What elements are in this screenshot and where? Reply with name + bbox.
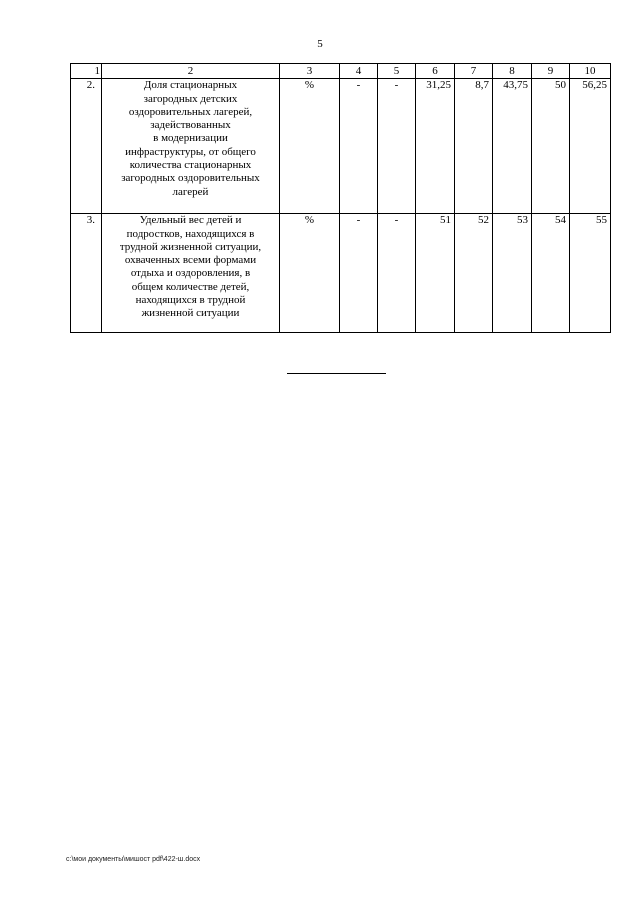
header-cell: 9 bbox=[532, 64, 570, 79]
table-row bbox=[71, 214, 611, 333]
description-line: количества стационарных bbox=[129, 159, 252, 172]
description-line: загородных детских bbox=[143, 92, 238, 105]
unit-cell: % bbox=[280, 214, 340, 333]
value-cell: 56,25 bbox=[570, 79, 611, 214]
table-header-row bbox=[71, 64, 611, 79]
row-number: 3. bbox=[71, 214, 102, 333]
file-path-footer: c:\мои документы\мишост pdf\422-ш.docx bbox=[66, 856, 201, 863]
description-line: в модернизации bbox=[153, 132, 228, 145]
indicators-table bbox=[70, 63, 611, 333]
value-cell: - bbox=[378, 79, 416, 214]
description-line: охваченных всеми формами bbox=[124, 254, 257, 267]
value-cell: 55 bbox=[570, 214, 611, 333]
value-cell: 8,7 bbox=[455, 79, 493, 214]
header-cell: 2 bbox=[102, 64, 280, 79]
end-of-document-divider bbox=[287, 373, 386, 374]
description-line: находящихся в трудной bbox=[135, 294, 246, 307]
unit-cell: % bbox=[280, 79, 340, 214]
description-line: жизненной ситуации bbox=[141, 307, 240, 320]
description-line: Доля стационарных bbox=[143, 79, 238, 92]
description-line: лагерей bbox=[172, 185, 209, 198]
page-number: 5 bbox=[317, 38, 323, 50]
header-cell: 4 bbox=[340, 64, 378, 79]
description-line: задействованных bbox=[150, 119, 231, 132]
header-cell: 3 bbox=[280, 64, 340, 79]
row-number: 2. bbox=[71, 79, 102, 214]
value-cell: 50 bbox=[532, 79, 570, 214]
header-cell: 10 bbox=[570, 64, 611, 79]
table-row bbox=[71, 79, 611, 214]
value-cell: 43,75 bbox=[493, 79, 532, 214]
header-cell: 1 bbox=[71, 64, 102, 79]
value-cell: - bbox=[378, 214, 416, 333]
value-cell: 31,25 bbox=[416, 79, 455, 214]
header-cell: 5 bbox=[378, 64, 416, 79]
value-cell: - bbox=[340, 214, 378, 333]
header-cell: 7 bbox=[455, 64, 493, 79]
value-cell: 54 bbox=[532, 214, 570, 333]
description-line: подростков, находящихся в bbox=[126, 227, 255, 240]
value-cell: 52 bbox=[455, 214, 493, 333]
header-cell: 6 bbox=[416, 64, 455, 79]
description-line: загородных оздоровительных bbox=[121, 172, 260, 185]
description-line: инфраструктуры, от общего bbox=[125, 145, 256, 158]
description-line: трудной жизненной ситуации, bbox=[119, 240, 262, 253]
row-description bbox=[102, 79, 280, 214]
description-line: общем количестве детей, bbox=[131, 280, 250, 293]
row-description bbox=[102, 214, 280, 333]
header-cell: 8 bbox=[493, 64, 532, 79]
description-line: оздоровительных лагерей, bbox=[128, 105, 253, 118]
description-line: Удельный вес детей и bbox=[139, 214, 242, 227]
description-line: отдыха и оздоровления, в bbox=[130, 267, 251, 280]
value-cell: 51 bbox=[416, 214, 455, 333]
value-cell: 53 bbox=[493, 214, 532, 333]
value-cell: - bbox=[340, 79, 378, 214]
